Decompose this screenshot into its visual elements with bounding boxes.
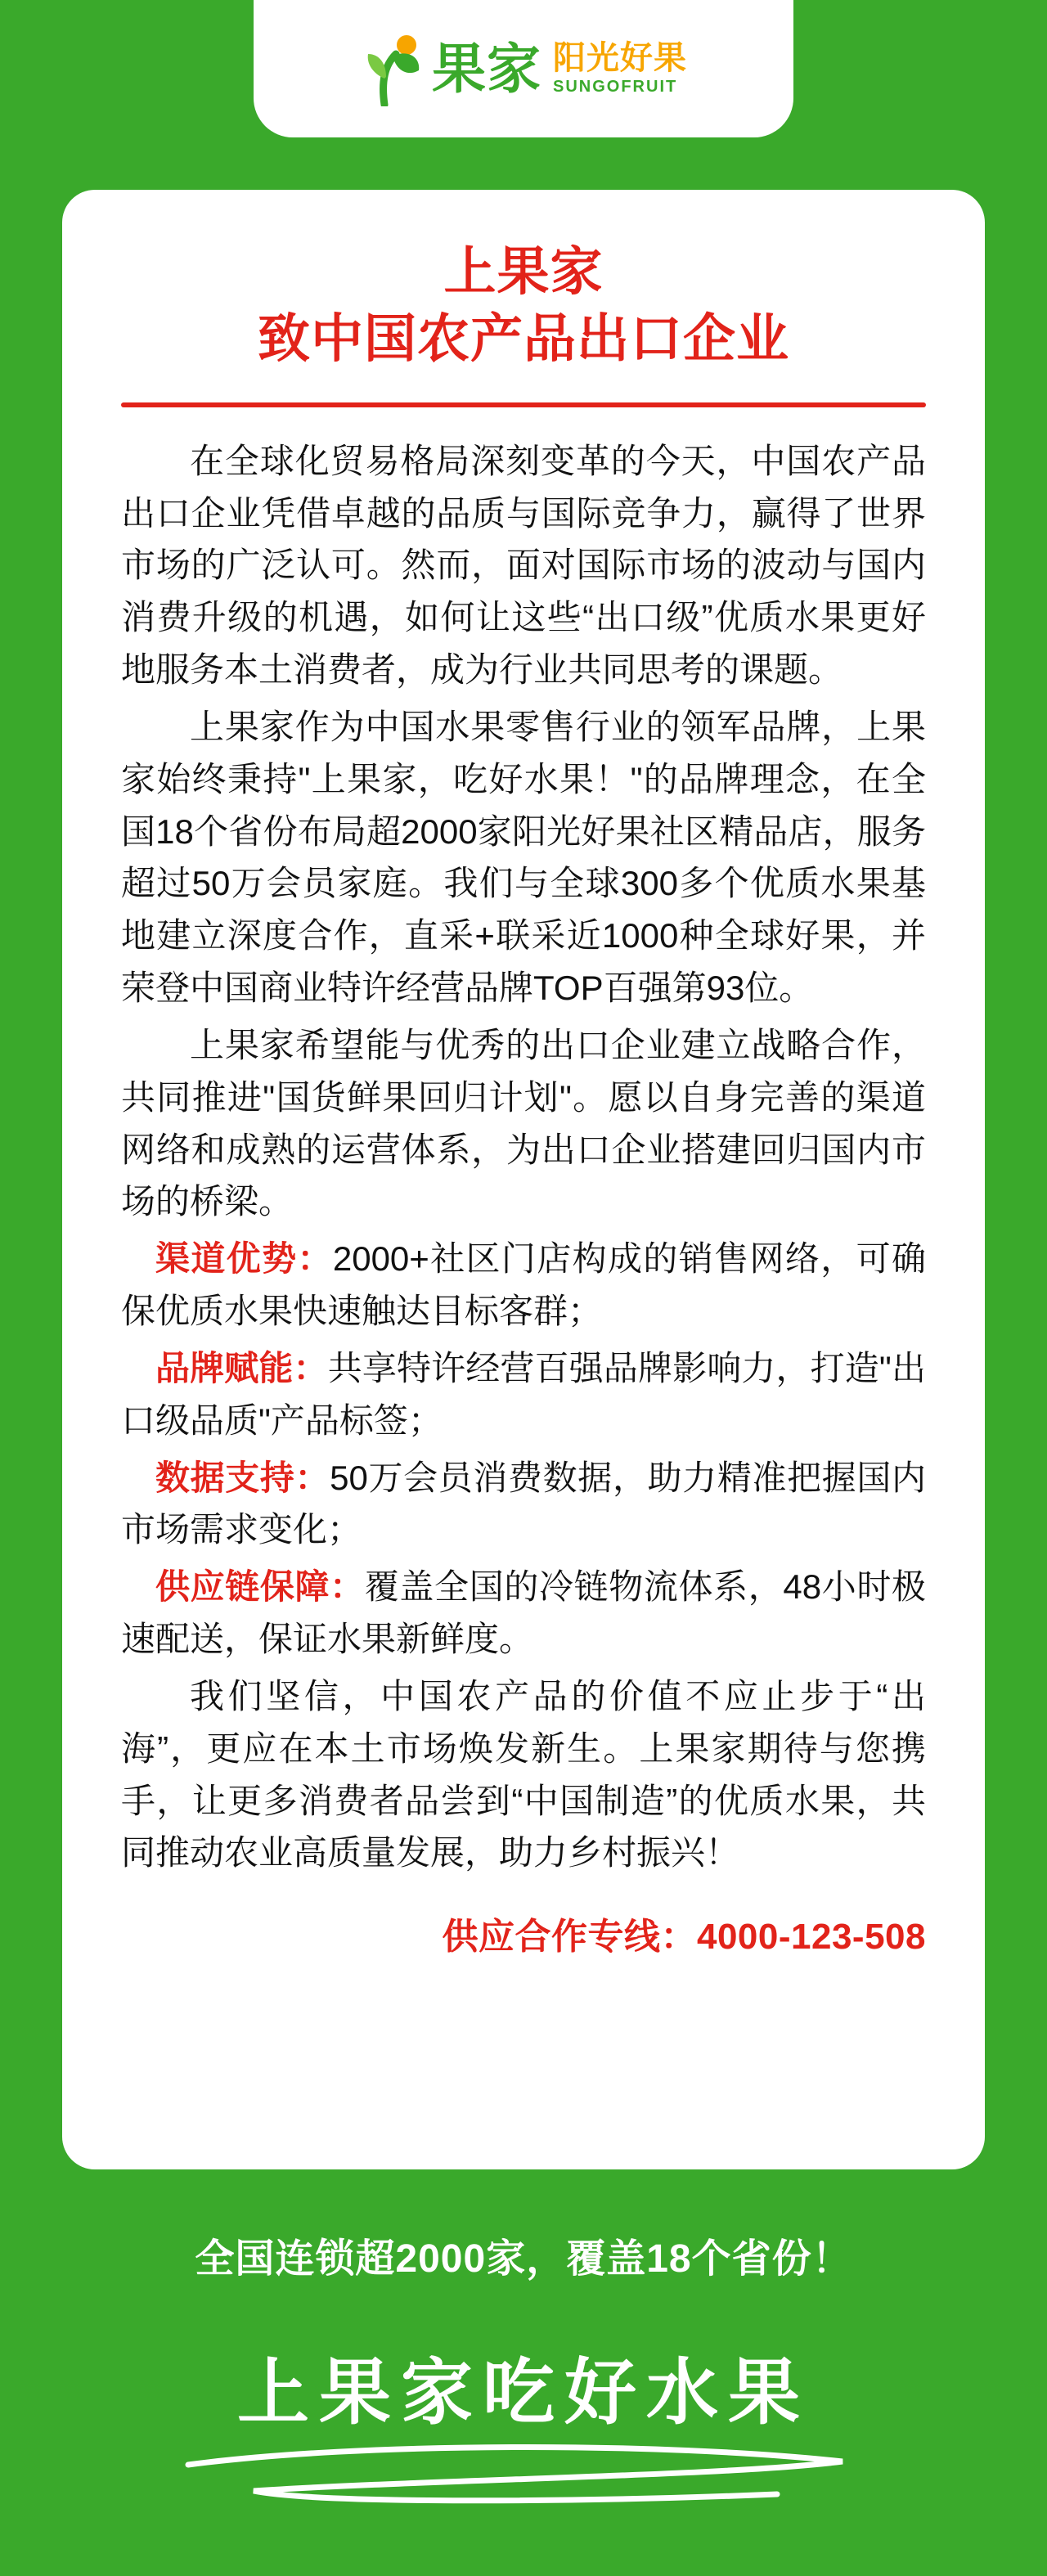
page-title [121,239,926,373]
letter-body [121,435,926,1879]
highlight-text-4: 覆盖全国的冷链物流体系，48小时极速配送，保证水果新鲜度。 [121,1567,926,1659]
highlight-text-3: 50万会员消费数据，助力精准把握国内市场需求变化； [121,1458,926,1549]
highlight-label-4: 供应链保障： [155,1567,365,1607]
paragraph-3: 上果家希望能与优秀的出口企业建立战略合作，共同推进"国货鲜果回归计划"。愿以自身完善的渠道网络和成熟的运营体系，为出口企业搭建回归国内市场的桥梁。 [121,1025,926,1221]
title-divider [121,402,926,407]
brand-text-block [553,41,687,97]
highlight-item-3 [121,1452,926,1557]
highlight-item-1 [121,1233,926,1337]
highlight-text-2: 共享特许经营百强品牌影响力，打造"出口级品质"产品标签； [121,1348,926,1440]
brand-logo-pill [254,0,793,137]
highlight-label-1: 渠道优势： [155,1239,333,1279]
highlight-label-3: 数据支持： [155,1458,330,1497]
brand-name-cn: 果家 [432,38,541,99]
paragraph-2: 上果家作为中国水果零售行业的领军品牌，上果家始终秉持"上果家，吃好水果！"的品牌理念，在全国18个省份布局超2000家阳光好果社区精品店，服务超过50万会员家庭。我们与全球300多个优质水果基地建立深度合作，直采+联采近1000种全球好果，并荣登中国商业特许经营品牌TOP百强第93位。 [121,707,926,1008]
sprout-leaf-icon [360,31,424,106]
paragraph-4: 我们坚信，中国农产品的价值不应止步于“出海”，更应在本土市场焕发新生。上果家期待与您携手，让更多消费者品尝到“中国制造”的优质水果，共同推动农业高质量发展，助力乡村振兴！ [121,1676,926,1872]
underline-swoosh-icon [155,2434,892,2532]
paragraph-1: 在全球化贸易格局深刻变革的今天，中国农产品出口企业凭借卓越的品质与国际竞争力，赢得了世界市场的广泛认可。然而，面对国际市场的波动与国内消费升级的机遇，如何让这些“出口级”优质水果更好地服务本土消费者，成为行业共同思考的课题。 [121,441,926,690]
footer-headline: 上果家吃好水果 [236,2352,810,2433]
highlight-label-2: 品牌赋能： [155,1348,328,1387]
highlight-item-4 [121,1561,926,1666]
headline-line-2: 致中国农产品出口企业 [258,308,789,368]
footer-slogan: 全国连锁超2000家，覆盖18个省份！ [195,2237,852,2281]
headline-line-1: 上果家 [443,242,604,301]
brand-tagline-cn: 阳光好果 [553,40,687,76]
highlight-text-1: 2000+社区门店构成的销售网络，可确保优质水果快速触达目标客群； [121,1239,926,1331]
highlight-item-2 [121,1342,926,1447]
hotline-text[interactable]: 供应合作专线：4000-123-508 [442,1917,926,1958]
brand-name-en: SUNGOFRUIT [553,78,678,96]
letter-card [62,190,985,2169]
